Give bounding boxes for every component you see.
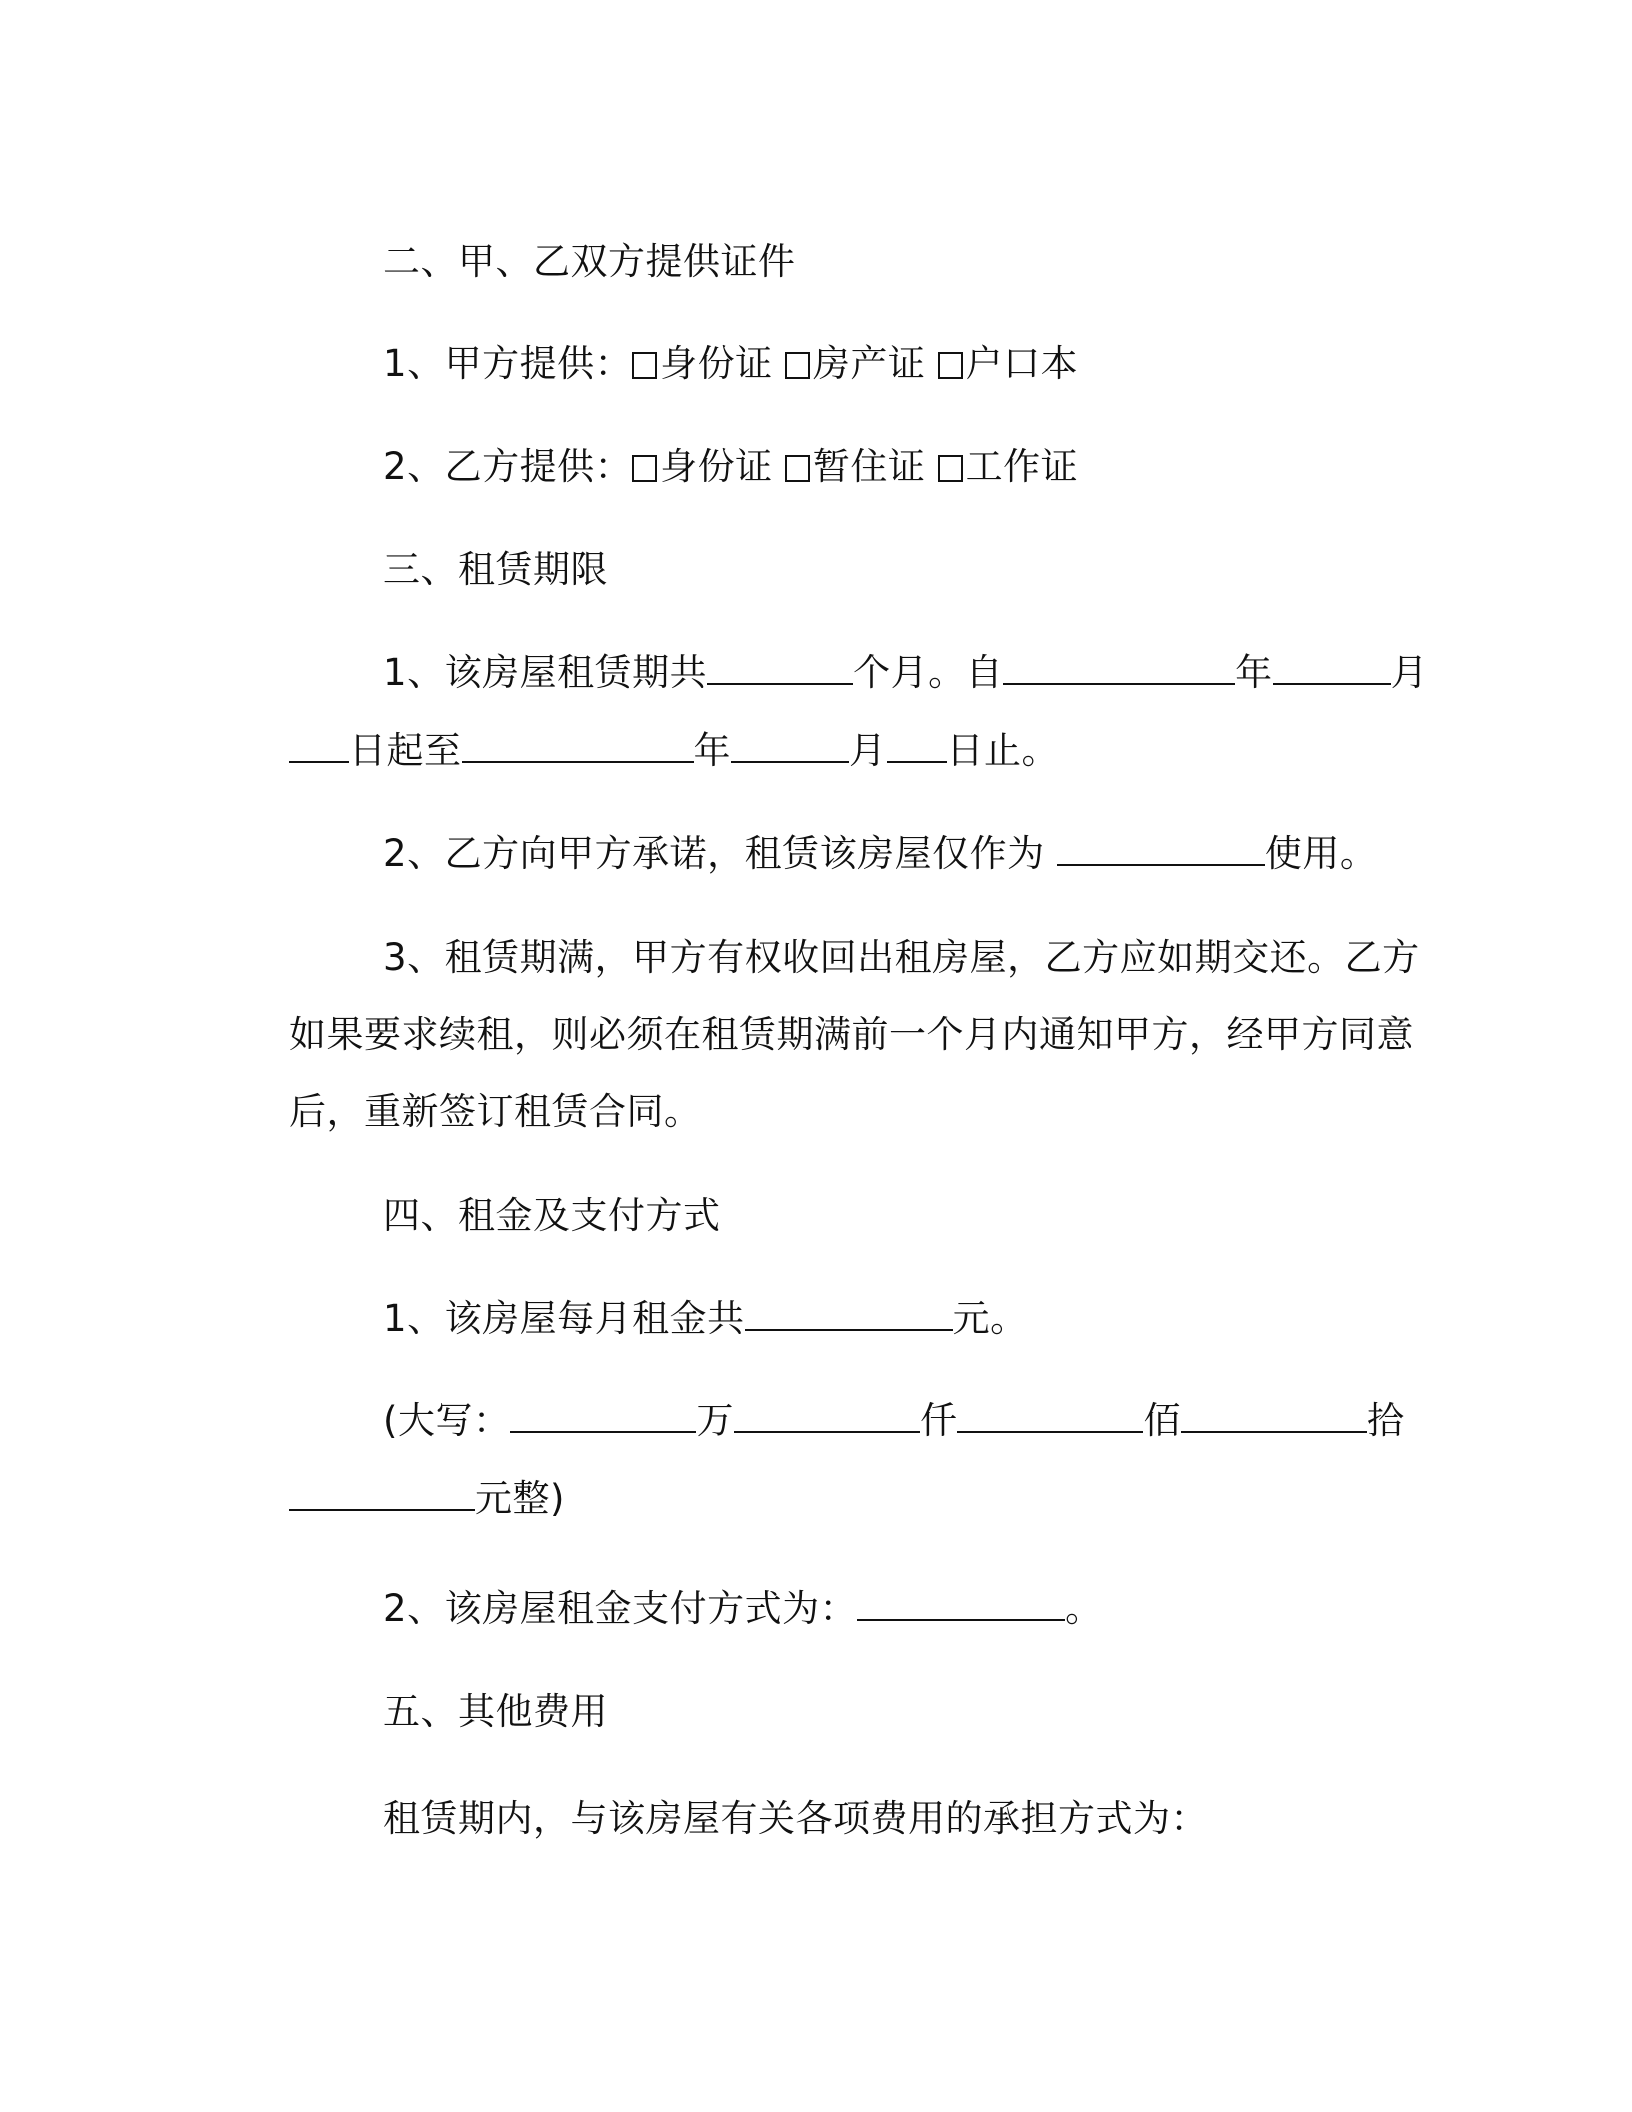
text-segment: 日起至 [349, 729, 462, 772]
text-segment: 仟 [919, 1399, 958, 1442]
text-segment: 万 [696, 1399, 734, 1442]
start-day-blank[interactable] [289, 731, 349, 763]
text-segment: 1、该房屋每月租金共 [383, 1297, 745, 1340]
text-segment: 1、该房屋租赁期共 [383, 651, 708, 694]
paragraph-text: 租赁期内，与该房屋有关各项费用的承担方式为： [383, 1797, 1209, 1840]
text-segment: 年 [693, 729, 732, 772]
text-segment: 元整) [475, 1477, 565, 1520]
item-prefix: 1、甲方提供： [383, 342, 633, 385]
payment-method-blank[interactable] [857, 1589, 1065, 1621]
start-year-blank[interactable] [1003, 653, 1235, 685]
end-year-blank[interactable] [462, 731, 694, 763]
text-segment: 月 [1390, 651, 1429, 694]
text-segment: 个月。自 [853, 651, 1004, 694]
bai-blank[interactable] [957, 1401, 1143, 1433]
id-card-checkbox[interactable] [632, 352, 657, 379]
property-cert-checkbox[interactable] [785, 352, 810, 379]
text-segment: 佰 [1143, 1399, 1181, 1442]
section-2-title-text: 二、甲、乙双方提供证件 [383, 240, 796, 283]
text-segment: (大写： [383, 1399, 511, 1442]
qian-blank[interactable] [734, 1401, 920, 1433]
end-day-blank[interactable] [887, 731, 947, 763]
checkbox-label: 工作证 [965, 445, 1079, 488]
household-register-checkbox[interactable] [938, 352, 963, 379]
section-3-title-text: 三、租赁期限 [383, 548, 609, 591]
item-prefix: 2、乙方提供： [383, 445, 633, 488]
text-segment: 。 [1065, 1587, 1103, 1630]
start-month-blank[interactable] [1273, 653, 1391, 685]
paragraph-text: 3、租赁期满，甲方有权收回出租房屋，乙方应如期交还。乙方 [383, 936, 1420, 979]
monthly-rent-blank[interactable] [745, 1299, 953, 1331]
checkbox-label: 身份证 [660, 445, 785, 488]
text-segment: 元。 [952, 1297, 1028, 1340]
text-segment: 使用。 [1264, 832, 1378, 875]
text-segment: 月 [849, 729, 887, 772]
text-segment: 拾 [1366, 1399, 1405, 1442]
section-5-text [334, 1753, 1208, 1885]
checkbox-label: 房产证 [812, 342, 938, 385]
end-month-blank[interactable] [731, 731, 849, 763]
checkbox-label: 户口本 [965, 342, 1079, 385]
wan-blank[interactable] [510, 1401, 696, 1433]
checkbox-label: 身份证 [660, 342, 785, 385]
text-segment: 日止。 [946, 729, 1060, 772]
section-5-title-text: 五、其他费用 [383, 1690, 609, 1733]
months-blank[interactable] [707, 653, 853, 685]
residence-permit-checkbox[interactable] [785, 455, 810, 482]
work-permit-checkbox[interactable] [938, 455, 963, 482]
paragraph-text: 如果要求续租，则必须在租赁期满前一个月内通知甲方，经甲方同意 [289, 1013, 1415, 1056]
checkbox-label: 暂住证 [812, 445, 938, 488]
text-segment: 2、该房屋租金支付方式为： [383, 1587, 858, 1630]
yuan-blank[interactable] [289, 1479, 475, 1511]
text-segment: 2、乙方向甲方承诺，租赁该房屋仅作为 [383, 832, 1057, 875]
id-card-checkbox[interactable] [632, 455, 657, 482]
usage-purpose-blank[interactable] [1057, 834, 1265, 866]
text-segment: 年 [1235, 651, 1273, 694]
paragraph-text: 后，重新签订租赁合同。 [289, 1090, 702, 1133]
shi-blank[interactable] [1181, 1401, 1367, 1433]
section-4-title-text: 四、租金及支付方式 [383, 1194, 721, 1237]
